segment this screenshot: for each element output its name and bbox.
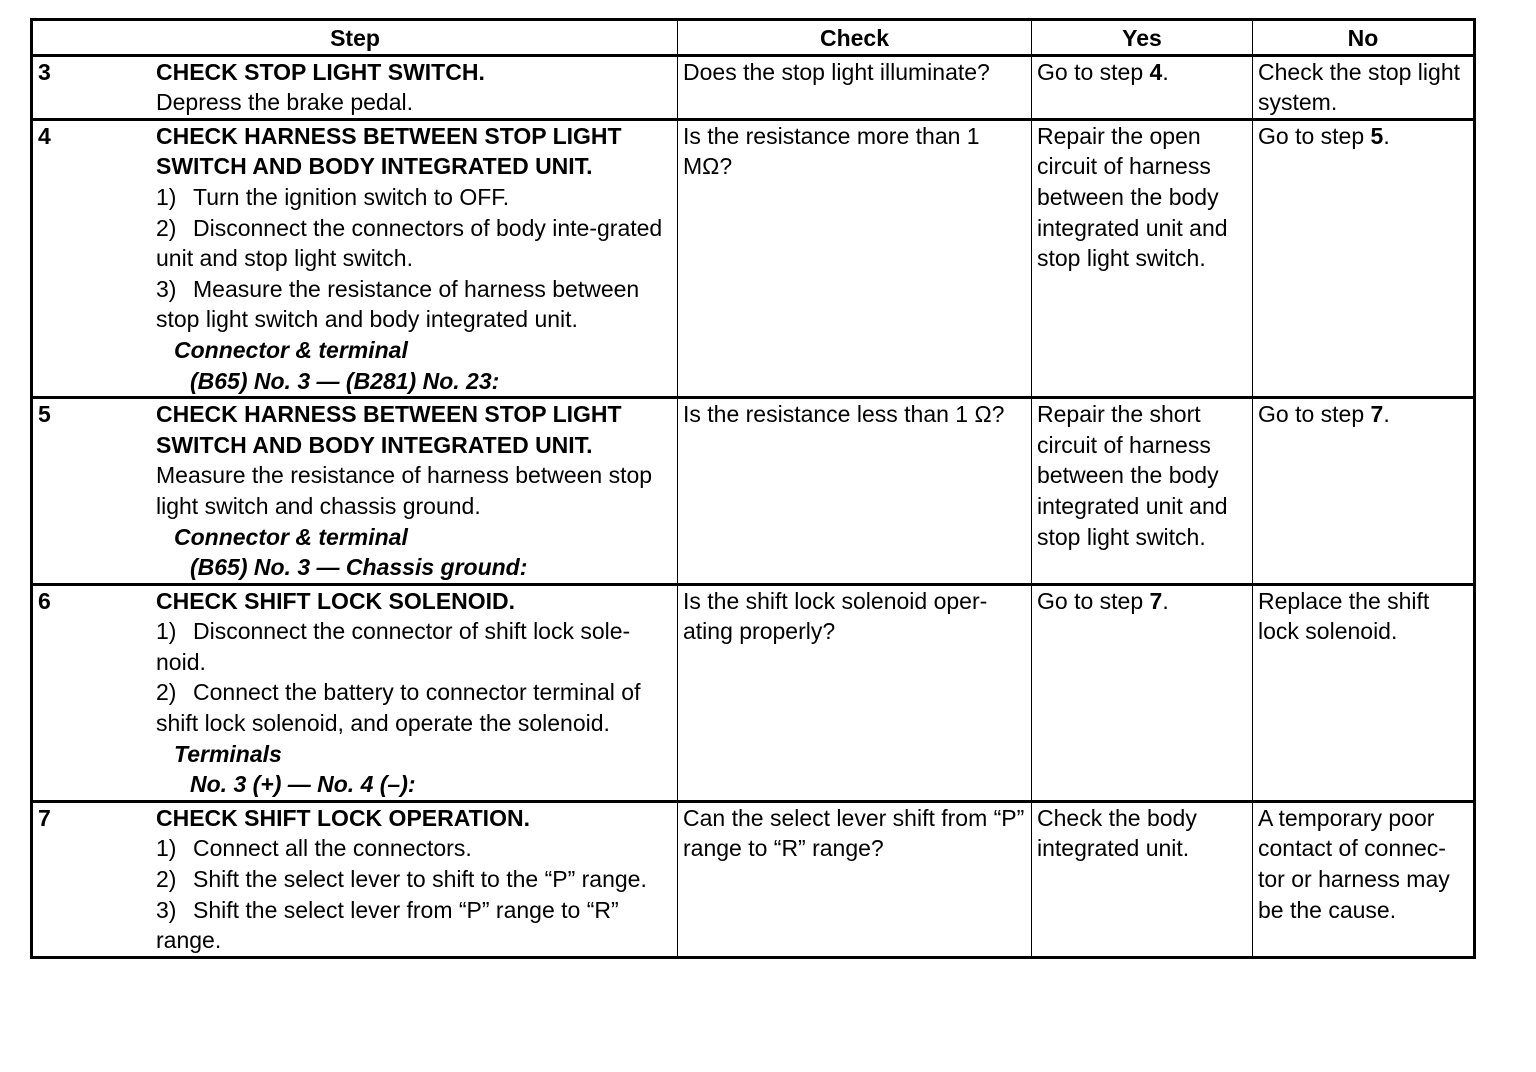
check-cell: Is the resistance more than 1 MΩ? bbox=[678, 119, 1032, 397]
yes-cell: Check the body integrated unit. bbox=[1032, 801, 1253, 957]
no-cell: Replace the shift lock solenoid. bbox=[1253, 584, 1475, 801]
step-title: CHECK HARNESS BETWEEN STOP LIGHT SWITCH AND BODY INTEGRATED UNIT. bbox=[156, 401, 622, 458]
step-cell bbox=[32, 584, 678, 801]
check-cell: Can the select lever shift from “P” range to “R” range? bbox=[678, 801, 1032, 957]
step-cell bbox=[32, 55, 678, 119]
step-item: 1) Disconnect the connector of shift lock sole-noid. bbox=[156, 618, 631, 675]
step-row-3 bbox=[32, 55, 1475, 119]
step-item: 2) Shift the select lever to shift to the “P” range. bbox=[156, 866, 647, 893]
step-title: CHECK HARNESS BETWEEN STOP LIGHT SWITCH AND BODY INTEGRATED UNIT. bbox=[156, 122, 622, 180]
check-cell: Is the resistance less than 1 Ω? bbox=[678, 398, 1032, 585]
connector-spec: (B65) No. 3 — (B281) No. 23: bbox=[190, 367, 500, 394]
header-yes: Yes bbox=[1032, 20, 1253, 56]
yes-cell: Go to step 4. bbox=[1032, 55, 1253, 119]
step-instruction: Measure the resistance of harness between stop light switch and chassis ground. bbox=[156, 462, 653, 519]
header-step: Step bbox=[32, 20, 678, 56]
step-cell bbox=[32, 119, 678, 397]
step-title: CHECK SHIFT LOCK SOLENOID. bbox=[156, 587, 516, 614]
yes-cell: Repair the open circuit of harness between the body integrated unit and stop light switch. bbox=[1032, 119, 1253, 397]
step-row-4 bbox=[32, 119, 1475, 397]
terminals-label: Terminals bbox=[174, 740, 282, 767]
step-item: 1) Connect all the connectors. bbox=[156, 835, 472, 862]
no-cell: Go to step 5. bbox=[1253, 119, 1475, 397]
step-item: 1) Turn the ignition switch to OFF. bbox=[156, 183, 510, 210]
step-number: 7 bbox=[38, 804, 51, 831]
yes-cell: Go to step 7. bbox=[1032, 584, 1253, 801]
terminals-spec: No. 3 (+) — No. 4 (–): bbox=[190, 771, 416, 798]
connector-label: Connector & terminal bbox=[174, 523, 408, 550]
step-number: 6 bbox=[38, 587, 51, 614]
no-cell: Check the stop light system. bbox=[1253, 55, 1475, 119]
step-cell bbox=[32, 398, 678, 585]
header-no: No bbox=[1253, 20, 1475, 56]
connector-label: Connector & terminal bbox=[174, 336, 408, 363]
step-item: 3) Shift the select lever from “P” range to “R” range. bbox=[156, 896, 619, 954]
step-instruction: Depress the brake pedal. bbox=[156, 89, 413, 116]
step-number: 3 bbox=[38, 58, 51, 85]
step-title: CHECK SHIFT LOCK OPERATION. bbox=[156, 804, 530, 831]
header-check: Check bbox=[678, 20, 1032, 56]
step-item: 3) Measure the resistance of harness between stop light switch and body integrated unit. bbox=[156, 275, 640, 333]
header-row bbox=[32, 20, 1475, 56]
check-cell: Is the shift lock solenoid oper-ating properly? bbox=[678, 584, 1032, 801]
step-row-7 bbox=[32, 801, 1475, 957]
step-number: 5 bbox=[38, 401, 51, 428]
no-cell: A temporary poor contact of connec-tor or harness may be the cause. bbox=[1253, 801, 1475, 957]
step-cell bbox=[32, 801, 678, 957]
step-row-6 bbox=[32, 584, 1475, 801]
connector-spec: (B65) No. 3 — Chassis ground: bbox=[190, 554, 528, 581]
diagnosis-table bbox=[30, 18, 1476, 959]
step-item: 2) Disconnect the connectors of body inte-grated unit and stop light switch. bbox=[156, 214, 663, 272]
step-number: 4 bbox=[38, 122, 51, 149]
yes-cell: Repair the short circuit of harness between the body integrated unit and stop light switch. bbox=[1032, 398, 1253, 585]
step-title: CHECK STOP LIGHT SWITCH. bbox=[156, 58, 485, 85]
no-cell: Go to step 7. bbox=[1253, 398, 1475, 585]
step-row-5 bbox=[32, 398, 1475, 585]
check-cell: Does the stop light illuminate? bbox=[678, 55, 1032, 119]
step-item: 2) Connect the battery to connector terminal of shift lock solenoid, and operate the solenoid. bbox=[156, 679, 641, 737]
